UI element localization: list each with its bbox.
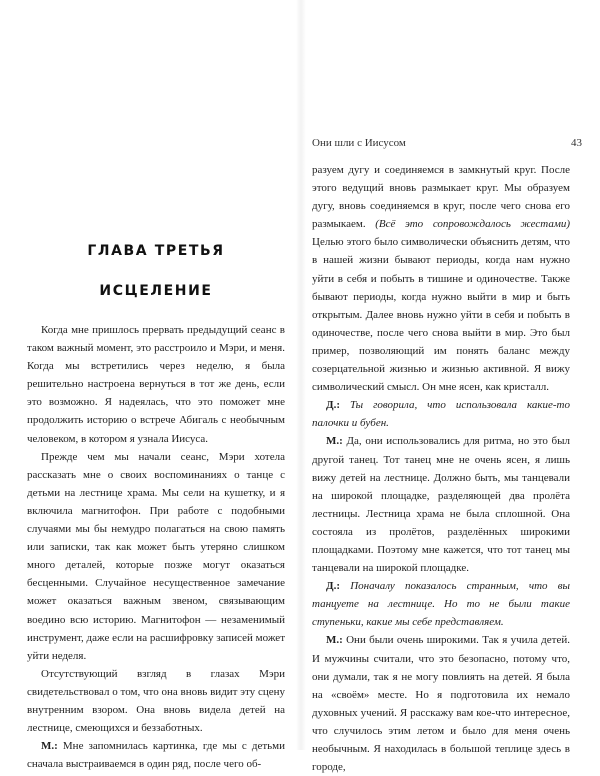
right-paragraph-1 [312, 161, 570, 396]
running-head [312, 137, 582, 153]
interviewer-text: Поначалу показалось странным, что вы танцуете на лестнице. Но то не были такие ступеньки, какие мы себе представляем. [312, 580, 570, 629]
interviewer-text: Ты говорила, что использовала какие-то палочки и бубен. [312, 399, 570, 430]
left-paragraph-1: Когда мне пришлось прервать предыдущий сеанс в таком важный момент, это расстроило и Мэри, и меня. Когда мы встретились через неделю, я была решительно настроена вернуться в тот же день, если это возможно. Я надеялась, что это поможет мне продолжить историю о встрече Абигаль с необычным человеком, в котором я узнала Иисуса. [27, 324, 285, 445]
chapter-title: ИСЦЕЛЕНИЕ [99, 283, 213, 299]
right-paragraph-3 [312, 432, 570, 577]
stage-direction: (Всё это сопровождалось жестами) [375, 218, 571, 231]
page-number: 43 [571, 137, 582, 149]
speaker-label: М.: [326, 634, 343, 647]
running-title: Они шли с Иисусом [312, 137, 406, 149]
dialogue-text: Да, они использовались для ритма, но это был другой танец. Тот танец мне не очень ясен, я лишь вижу детей на лестнице. Должно быть, мы танцевали на широкой площадке, разделяющей два пролёта лестницы. Лестница храма не была сплошной. Она состояла из пролётов, разделённых широкими площадками. Поэтому мне кажется, что тот танец мы танцевали на широкой площадке. [312, 435, 570, 575]
speaker-label: М.: [41, 740, 58, 753]
left-paragraph-2: Прежде чем мы начали сеанс, Мэри хотела рассказать мне о своих воспоминаниях о танце с детьми на лестнице храма. Мы сели на кушетку, и я включила магнитофон. При работе с подобными случаями мы бы немудро полагаться на свою память или записки, так как может быть утеряно слишком много деталей, которые позже могут оказаться бесценными. Случайное несущественное замечание может оказаться важным звеном, связывающим воедино всю историю. Магнитофон — незаменимый инструмент, даже если на расшифровку записей может уйти неделя. [27, 450, 285, 662]
left-paragraph-3: Отсутствующий взгляд в глазах Мэри свидетельствовал о том, что она вновь видит эту сцену внутренним взором. Она вновь видела детей на лестнице, смеющихся и беззаботных. [27, 667, 285, 735]
right-paragraph-5 [312, 631, 570, 776]
paragraph-text: Целью этого было символически объяснить детям, что в нашей жизни бывают периоды, когда нам нужно уйти в себя и побыть в тишине и одиночестве. Также бывают периоды, когда нужно выйти в мир и быть открытым. Далее вновь нужно уйти в себя и побыть в одиночестве, после чего снова выйти в мир. Это был пример, позволяющий им понять баланс между созерцательной жизнью и жизнью активной. Я вижу символический смысл. Он мне ясен, как кристалл. [312, 236, 570, 394]
left-page [27, 229, 285, 773]
dialogue-text: Мне запомнилась картинка, где мы с детьми сначала выстраиваемся в один ряд, после чего об- [27, 740, 285, 771]
right-paragraph-2 [312, 396, 570, 432]
speaker-label: Д.: [326, 580, 340, 593]
dialogue-text: Они были очень широкими. Так я учила детей. И мужчины считали, что это безопасно, потому что, они думали, так я не могу повлиять на детей. Я была на «своём» месте. Но я подготовила их немало духовных учений. Я расскажу вам кое-что интересное, что случилось этим летом и было для меня очень необычным. Я находилась в большой теплице здесь в городе, [312, 634, 570, 774]
left-paragraph-4 [27, 737, 285, 773]
speaker-label: Д.: [326, 399, 340, 412]
book-gutter [296, 0, 306, 750]
speaker-label: М.: [326, 435, 343, 448]
chapter-label: ГЛАВА ТРЕТЬЯ [87, 243, 225, 259]
right-paragraph-4 [312, 577, 570, 631]
right-page [312, 137, 582, 776]
paragraph-text: разуем дугу и соединяемся в замкнутый круг. После этого ведущий вновь размыкает круг. Мы образуем дугу, вновь соединяемся в круг, после чего снова его размыкаем. [312, 164, 570, 231]
